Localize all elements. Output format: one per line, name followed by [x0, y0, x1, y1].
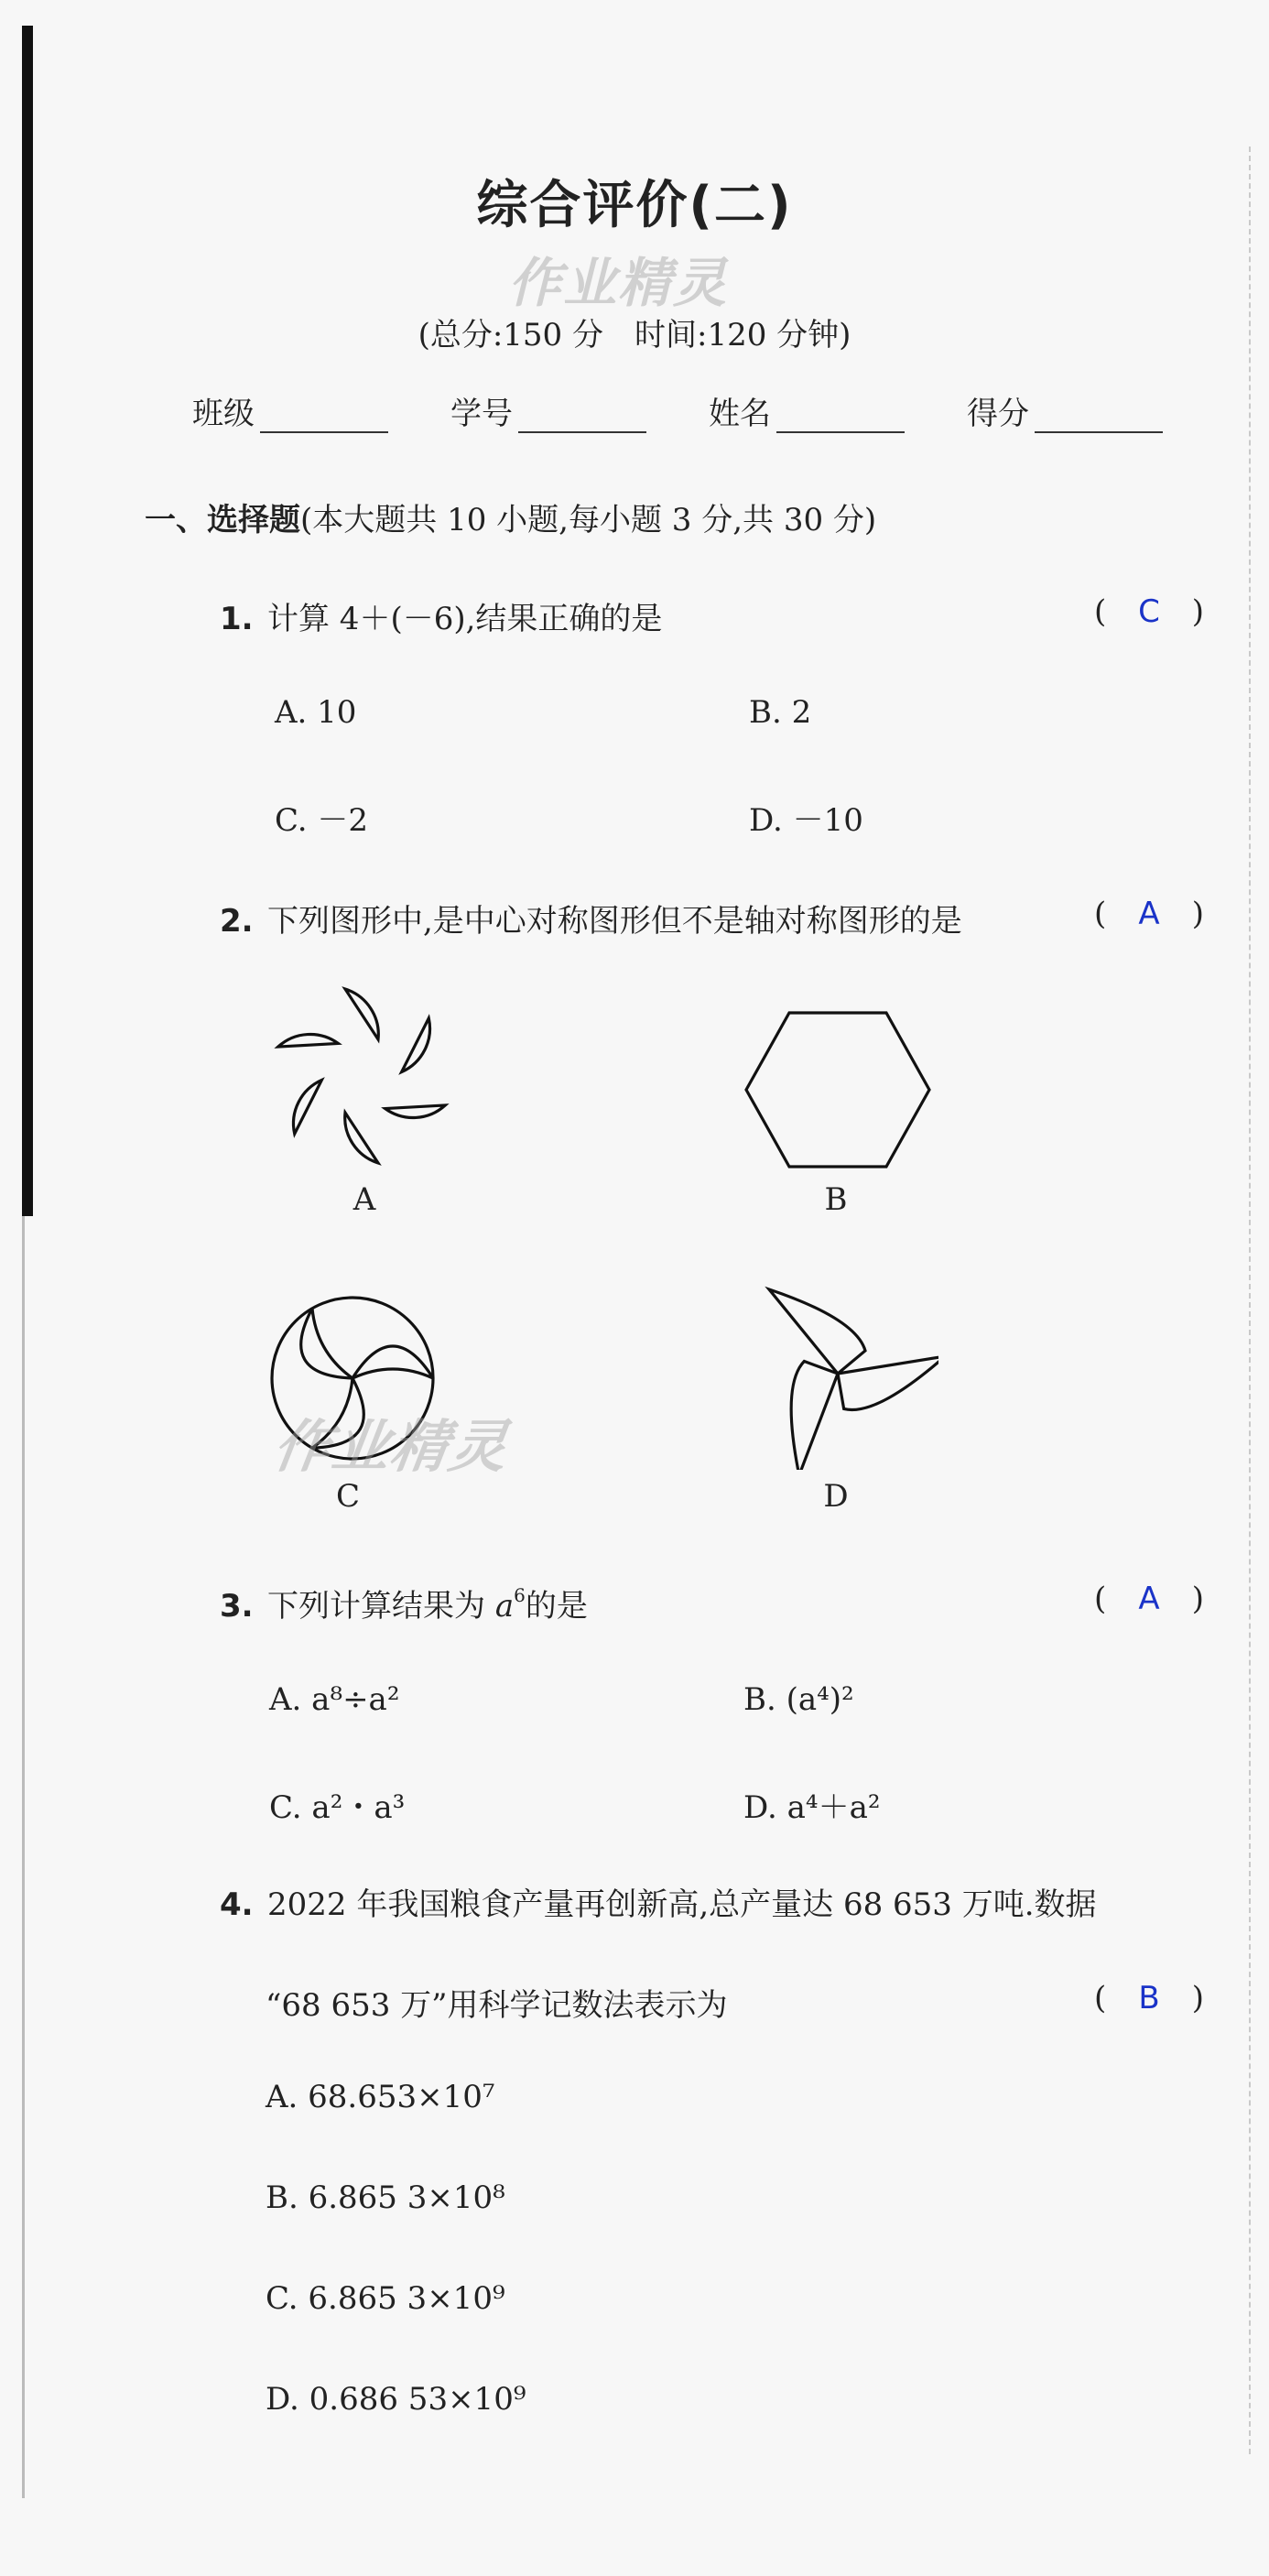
option-text: a⁸÷a² [311, 1681, 400, 1718]
bracket-close: ) [1191, 896, 1204, 932]
question-stem [267, 1581, 1209, 1625]
watermark: 作业精灵 [508, 252, 729, 314]
answer-letter: B [1138, 1980, 1160, 2016]
question-2 [220, 896, 1209, 940]
class-label: 班级 [192, 396, 255, 432]
id-blank[interactable] [518, 404, 646, 433]
stem-exponent: 6 [514, 1583, 526, 1606]
bracket-close: ) [1191, 593, 1204, 630]
question-number: 3. [220, 1588, 254, 1625]
answer-bracket-1 [1094, 593, 1204, 630]
figure-b-label: B [824, 1181, 848, 1218]
question-stem-continued: “68 653 万”用科学记数法表示为 [266, 1987, 728, 2024]
question-3 [220, 1581, 1209, 1625]
option-a[interactable] [269, 1681, 399, 1718]
figure-a-label: A [352, 1181, 376, 1218]
option-a[interactable]: A. 10 [275, 694, 357, 731]
section-heading [145, 495, 876, 539]
student-info-row [192, 388, 1163, 433]
answer-letter: A [1138, 896, 1160, 932]
option-c[interactable]: C. 6.865 3×10⁹ [266, 2280, 505, 2317]
class-field[interactable] [192, 388, 388, 433]
question-number: 4. [220, 1886, 254, 1923]
answer-bracket-2 [1094, 896, 1204, 932]
answer-letter: C [1138, 593, 1160, 630]
question-stem: 下列图形中,是中心对称图形但不是轴对称图形的是 [267, 903, 962, 940]
exam-meta: (总分:150 分 时间:120 分钟) [418, 317, 851, 353]
bracket-close: ) [1191, 1581, 1204, 1617]
bracket-open: ( [1094, 593, 1107, 630]
name-field[interactable] [709, 388, 905, 433]
stem-variable: a [494, 1588, 515, 1625]
section-title: 一、选择题 [145, 502, 300, 538]
answer-bracket-3 [1094, 1581, 1204, 1617]
bracket-open: ( [1094, 1980, 1107, 2016]
watermark: 作业精灵 [269, 1413, 514, 1480]
figure-b-hexagon[interactable] [742, 1007, 934, 1172]
option-c[interactable]: C. －2 [275, 802, 369, 839]
bracket-open: ( [1094, 1581, 1107, 1617]
stem-text: 的是 [525, 1588, 588, 1625]
figure-d-three-blades[interactable] [737, 1277, 938, 1470]
option-b[interactable]: B. (a⁴)² [743, 1681, 854, 1718]
option-c[interactable]: C. a²・a³ [269, 1789, 406, 1826]
question-1 [220, 593, 1209, 638]
binding-edge [22, 1216, 25, 2498]
figure-a-pinwheel-petals[interactable] [261, 975, 462, 1177]
question-stem: 计算 4＋(－6),结果正确的是 [267, 601, 663, 637]
figure-d-label: D [823, 1478, 849, 1515]
score-field[interactable] [967, 388, 1163, 433]
option-prefix: A. [269, 1681, 312, 1718]
option-b[interactable]: B. 6.865 3×10⁸ [266, 2179, 505, 2216]
bracket-open: ( [1094, 896, 1107, 932]
stem-text: 下列计算结果为 [267, 1588, 495, 1625]
bracket-close: ) [1191, 1980, 1204, 2016]
option-d[interactable]: D. －10 [749, 802, 863, 839]
question-stem: 2022 年我国粮食产量再创新高,总产量达 68 653 万吨.数据 [267, 1886, 1097, 1923]
score-blank[interactable] [1035, 404, 1163, 433]
name-blank[interactable] [776, 404, 905, 433]
cut-line [1249, 147, 1251, 2454]
page-title: 综合评价(二) [476, 176, 793, 235]
option-b[interactable]: B. 2 [749, 694, 812, 731]
score-label: 得分 [967, 396, 1029, 432]
id-field[interactable] [450, 388, 646, 433]
question-number: 2. [220, 903, 254, 940]
figure-c-label: C [335, 1478, 360, 1515]
option-d[interactable]: D. a⁴＋a² [743, 1789, 881, 1826]
id-label: 学号 [450, 396, 513, 432]
answer-letter: A [1138, 1581, 1160, 1617]
class-blank[interactable] [260, 404, 388, 433]
option-a[interactable]: A. 68.653×10⁷ [266, 2079, 495, 2115]
answer-bracket-4 [1094, 1980, 1204, 2016]
option-d[interactable]: D. 0.686 53×10⁹ [266, 2381, 526, 2418]
question-4 [220, 1879, 1209, 1924]
question-number: 1. [220, 601, 254, 637]
name-label: 姓名 [709, 396, 771, 432]
section-note: (本大题共 10 小题,每小题 3 分,共 30 分) [300, 502, 877, 538]
